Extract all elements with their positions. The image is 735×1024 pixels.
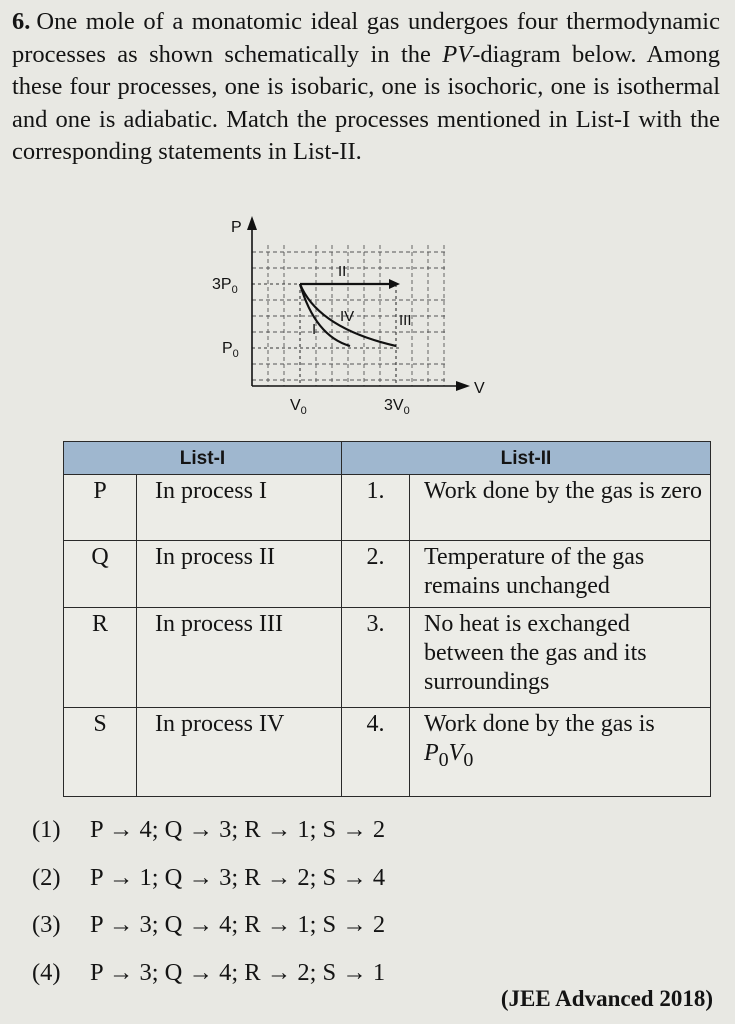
list-i-letter: P bbox=[64, 475, 137, 541]
axes bbox=[252, 226, 460, 386]
list-ii-statement: Work done by the gas is zero bbox=[410, 475, 711, 541]
list-i-process: In process I bbox=[137, 475, 342, 541]
exam-source: (JEE Advanced 2018) bbox=[500, 986, 713, 1011]
symbol-v: V bbox=[448, 740, 464, 767]
table-row bbox=[64, 475, 711, 541]
p-axis-arrow bbox=[247, 216, 257, 230]
subscript-zero: 0 bbox=[463, 749, 474, 772]
table-row bbox=[64, 708, 711, 797]
option-1[interactable] bbox=[32, 816, 385, 844]
option-2[interactable] bbox=[32, 864, 385, 892]
p-low-label: $P_0$ bbox=[222, 340, 239, 360]
v-axis-arrow bbox=[456, 381, 470, 391]
process-label-ii: II bbox=[338, 263, 347, 280]
list-i-process: In process II bbox=[137, 541, 342, 608]
process-label-i: I bbox=[312, 321, 317, 338]
option-number: (4) bbox=[32, 959, 61, 986]
list-i-letter: Q bbox=[64, 541, 137, 608]
list-ii-header: List-II bbox=[342, 442, 711, 475]
v-low-label: $V_0$ bbox=[290, 397, 307, 417]
pv-label: PV bbox=[442, 40, 473, 68]
list-ii-statement bbox=[410, 708, 711, 797]
option-text: P → 1; Q → 3; R → 2; S → 4 bbox=[90, 864, 386, 891]
table-header-row bbox=[64, 442, 711, 475]
option-number: (2) bbox=[32, 864, 61, 891]
list-i-letter: R bbox=[64, 608, 137, 708]
p-high-label: $3P_0$ bbox=[212, 276, 238, 296]
v-high-label: $3V_0$ bbox=[384, 397, 410, 417]
symbol-p: P bbox=[424, 740, 439, 767]
list-i-header: List-I bbox=[64, 442, 342, 475]
question-text-part-1: One mole of a monatomic ideal gas undergoes four thermodynamic processes as shown schematically in the bbox=[12, 8, 720, 68]
match-table bbox=[63, 441, 711, 797]
list-i-process: In process IV bbox=[137, 708, 342, 797]
option-text: P → 4; Q → 3; R → 1; S → 2 bbox=[90, 816, 386, 843]
option-3[interactable] bbox=[32, 911, 385, 939]
list-ii-number: 1. bbox=[342, 475, 410, 541]
process-ii-arrow bbox=[389, 279, 400, 289]
question-text-part-2: -diagram below. Among these four processes, one is isobaric, one is isochoric, one is isothermal and one is adiabatic. Match the processes mentioned in List-I with the corresponding statements in List-II. bbox=[12, 40, 720, 165]
option-number: (3) bbox=[32, 911, 61, 938]
subscript-zero: 0 bbox=[438, 749, 449, 772]
reference-lines bbox=[252, 284, 400, 386]
pv-diagram bbox=[0, 0, 735, 430]
table-row bbox=[64, 541, 711, 608]
p-axis-label: P bbox=[231, 219, 242, 236]
v-axis-label: V bbox=[474, 380, 485, 397]
list-i-process: In process III bbox=[137, 608, 342, 708]
process-label-iii: III bbox=[399, 312, 412, 329]
process-label-iv: IV bbox=[340, 308, 355, 325]
statement-text: Work done by the gas is bbox=[424, 711, 655, 738]
list-ii-statement: No heat is exchanged between the gas and its surroundings bbox=[410, 608, 711, 708]
option-text: P → 3; Q → 4; R → 2; S → 1 bbox=[90, 959, 386, 986]
option-4[interactable] bbox=[32, 959, 385, 987]
list-ii-statement: Temperature of the gas remains unchanged bbox=[410, 541, 711, 608]
list-ii-number: 3. bbox=[342, 608, 410, 708]
list-ii-number: 2. bbox=[342, 541, 410, 608]
table-row bbox=[64, 608, 711, 708]
question-number: 6. bbox=[12, 8, 31, 35]
list-i-letter: S bbox=[64, 708, 137, 797]
list-ii-number: 4. bbox=[342, 708, 410, 797]
option-number: (1) bbox=[32, 816, 61, 843]
option-text: P → 3; Q → 4; R → 1; S → 2 bbox=[90, 911, 386, 938]
